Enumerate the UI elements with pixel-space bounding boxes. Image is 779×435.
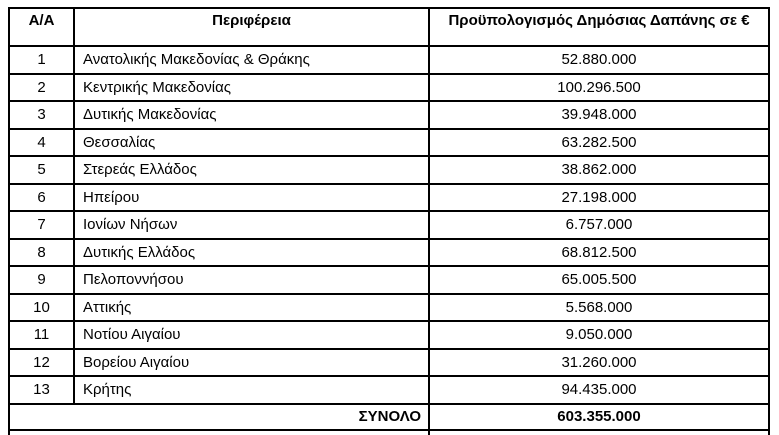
region-name: Ανατολικής Μακεδονίας & Θράκης: [74, 46, 429, 74]
table-row: [9, 46, 769, 74]
row-index: 7: [9, 211, 74, 239]
row-index: 2: [9, 74, 74, 102]
region-name: Θεσσαλίας: [74, 129, 429, 157]
header-row: [9, 8, 769, 46]
budget-value: 100.296.500: [429, 74, 769, 102]
budget-value: 65.005.500: [429, 266, 769, 294]
budget-value: 5.568.000: [429, 294, 769, 322]
row-index: 12: [9, 349, 74, 377]
table-row: [9, 184, 769, 212]
col-header-budget: Προϋπολογισμός Δημόσιας Δαπάνης σε €: [429, 8, 769, 46]
region-name: Δυτικής Μακεδονίας: [74, 101, 429, 129]
regional-budget-table: [8, 7, 770, 435]
budget-value: 9.050.000: [429, 321, 769, 349]
budget-value: 39.948.000: [429, 101, 769, 129]
table-row: [9, 321, 769, 349]
table-row: [9, 266, 769, 294]
region-name: Βορείου Αιγαίου: [74, 349, 429, 377]
clipped-empty-cell: [429, 430, 769, 435]
total-label: ΣΥΝΟΛΟ: [9, 404, 429, 430]
col-header-index: Α/Α: [9, 8, 74, 46]
budget-value: 31.260.000: [429, 349, 769, 377]
table-row: [9, 211, 769, 239]
row-index: 13: [9, 376, 74, 404]
total-value: 603.355.000: [429, 404, 769, 430]
region-name: Ηπείρου: [74, 184, 429, 212]
table-row: [9, 239, 769, 267]
clipped-empty-cell: [9, 430, 429, 435]
row-index: 1: [9, 46, 74, 74]
table-row: [9, 294, 769, 322]
region-name: Πελοποννήσου: [74, 266, 429, 294]
region-name: Ιονίων Νήσων: [74, 211, 429, 239]
table-row: [9, 101, 769, 129]
row-index: 5: [9, 156, 74, 184]
budget-value: 68.812.500: [429, 239, 769, 267]
total-row: [9, 404, 769, 430]
budget-value: 27.198.000: [429, 184, 769, 212]
row-index: 6: [9, 184, 74, 212]
budget-value: 6.757.000: [429, 211, 769, 239]
table-row: [9, 156, 769, 184]
row-index: 3: [9, 101, 74, 129]
budget-value: 52.880.000: [429, 46, 769, 74]
region-name: Δυτικής Ελλάδος: [74, 239, 429, 267]
table-row: [9, 129, 769, 157]
table-body: [9, 46, 769, 404]
row-index: 4: [9, 129, 74, 157]
budget-value: 94.435.000: [429, 376, 769, 404]
table-row: [9, 74, 769, 102]
clipped-bottom-row: [9, 430, 769, 435]
region-name: Νοτίου Αιγαίου: [74, 321, 429, 349]
table-row: [9, 349, 769, 377]
budget-value: 38.862.000: [429, 156, 769, 184]
region-name: Αττικής: [74, 294, 429, 322]
col-header-region: Περιφέρεια: [74, 8, 429, 46]
row-index: 10: [9, 294, 74, 322]
region-name: Κρήτης: [74, 376, 429, 404]
row-index: 9: [9, 266, 74, 294]
table-row: [9, 376, 769, 404]
region-name: Κεντρικής Μακεδονίας: [74, 74, 429, 102]
budget-value: 63.282.500: [429, 129, 769, 157]
region-name: Στερεάς Ελλάδος: [74, 156, 429, 184]
row-index: 8: [9, 239, 74, 267]
row-index: 11: [9, 321, 74, 349]
